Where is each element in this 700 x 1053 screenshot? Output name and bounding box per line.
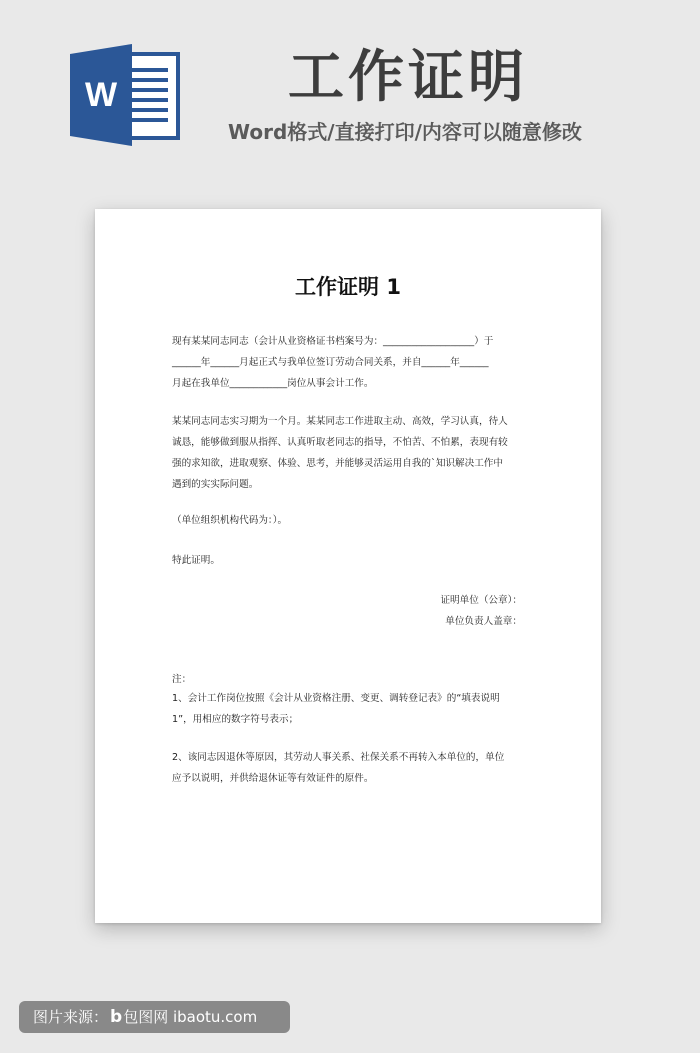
text-line: 月起在我单位____________岗位从事会计工作。: [172, 378, 374, 389]
sign-person-line: 单位负责人盖章：: [445, 616, 522, 627]
image-source-watermark: [19, 1001, 290, 1033]
text-line: 遇到的实实际问题。: [172, 479, 259, 490]
header-banner: [0, 0, 700, 200]
watermark-prefix: 图片来源：: [33, 1008, 109, 1026]
baotu-logo-icon: b: [110, 1007, 123, 1027]
text-line: 强的求知欲，进取观察、体验、思考，并能够灵活运用自我的`知识解决工作中: [172, 458, 503, 469]
org-code-line: （单位组织机构代码为：）。: [172, 515, 288, 526]
text-line: 2、该同志因退休等原因，其劳动人事关系、社保关系不再转入本单位的，单位: [172, 752, 505, 763]
text-line: 1、会计工作岗位按照《会计从业资格注册、变更、调转登记表》的“填表说明: [172, 693, 500, 704]
document-page: [95, 209, 601, 923]
paragraph-evaluation: [172, 411, 532, 495]
note-2: [172, 747, 532, 789]
paragraph-employment: [172, 331, 532, 394]
signature-block: [172, 590, 522, 632]
note-1: [172, 688, 532, 730]
text-line: 某某同志同志实习期为一个月。某某同志工作进取主动、高效，学习认真，待人: [172, 416, 508, 427]
watermark-site: 包图网 ibaotu.com: [123, 1008, 258, 1026]
text-line: ______年______月起正式与我单位签订劳动合同关系，并自______年______: [172, 357, 489, 368]
text-line: 诚恳，能够做到服从指挥、认真听取老同志的指导，不怕苦、不怕累，表现有较: [172, 437, 508, 448]
text-line: 现有某某同志同志（会计从业资格证书档案号为：___________________）于: [172, 336, 494, 347]
document-title: 工作证明 1: [295, 275, 401, 299]
banner-title: 工作证明: [288, 45, 528, 110]
notes-label: 注：: [172, 674, 192, 685]
word-icon: [68, 44, 180, 146]
svg-text:W: W: [84, 76, 118, 114]
banner-subtitle: Word格式/直接打印/内容可以随意修改: [228, 120, 582, 144]
certify-line: 特此证明。: [172, 555, 220, 566]
sign-unit-line: 证明单位（公章）：: [440, 595, 522, 606]
text-line: 应予以说明，并供给退休证等有效证件的原件。: [172, 773, 374, 784]
text-line: 1”，用相应的数字符号表示；: [172, 714, 299, 725]
